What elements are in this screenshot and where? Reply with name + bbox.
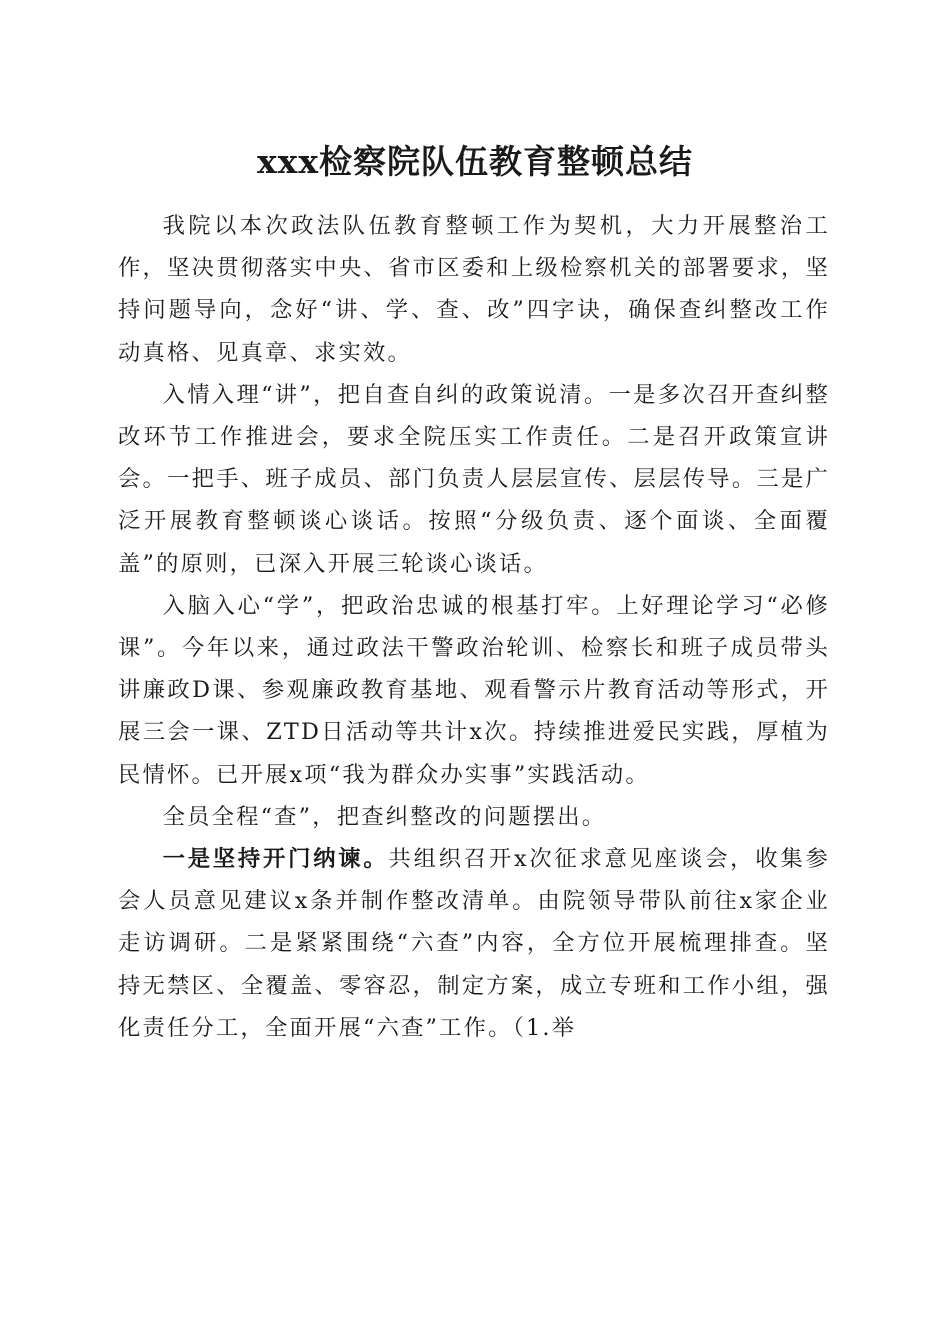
paragraph-intro xyxy=(118,205,830,374)
paragraph-text: 入脑入心“学”，把政治忠诚的根基打牢。上好理论学习“必修课”。今年以来，通过政法干警政治轮训、检察长和班子成员带头讲廉政D课、参观廉政教育基地、观看警示片教育活动等形式，开展三会一课、ZTD日活动等共计x次。持续推进爱民实践，厚植为民情怀。已开展x项“我为群众办实事”实践活动。 xyxy=(118,592,830,788)
paragraph-text: 共组织召开x次征求意见座谈会，收集参会人员意见建议x条并制作整改清单。由院领导带队前往x家企业走访调研。二是紧紧围绕“六查”内容，全方位开展梳理排查。坚持无禁区、全覆盖、零容忍，制定方案，成立专班和工作小组，强化责任分工，全面开展“六查”工作。（1.举 xyxy=(118,846,830,1041)
paragraph-xue xyxy=(118,585,830,796)
paragraph-text: 入情入理“讲”，把自查自纠的政策说清。一是多次召开查纠整改环节工作推进会，要求全院压实工作责任。二是召开政策宣讲会。一把手、班子成员、部门负责人层层宣传、层层传导。三是广泛开展教育整顿谈心谈话。按照“分级负责、逐个面谈、全面覆盖”的原则，已深入开展三轮谈心谈话。 xyxy=(118,381,830,577)
paragraph-text: 我院以本次政法队伍教育整顿工作为契机，大力开展整治工作，坚决贯彻落实中央、省市区委和上级检察机关的部署要求，坚持问题导向，念好“讲、学、查、改”四字诀，确保查纠整改工作动真格、见真章、求实效。 xyxy=(118,213,830,366)
document-body xyxy=(118,205,830,1049)
paragraph-text: 全员全程“查”，把查纠整改的问题摆出。 xyxy=(162,803,607,830)
document-title: xxx检察院队伍教育整顿总结 xyxy=(256,142,694,181)
paragraph-open-door xyxy=(118,838,830,1049)
paragraph-lead-bold: 一是坚持开门纳谏。 xyxy=(162,846,389,873)
paragraph-jiang xyxy=(118,374,830,585)
paragraph-cha xyxy=(118,796,830,838)
